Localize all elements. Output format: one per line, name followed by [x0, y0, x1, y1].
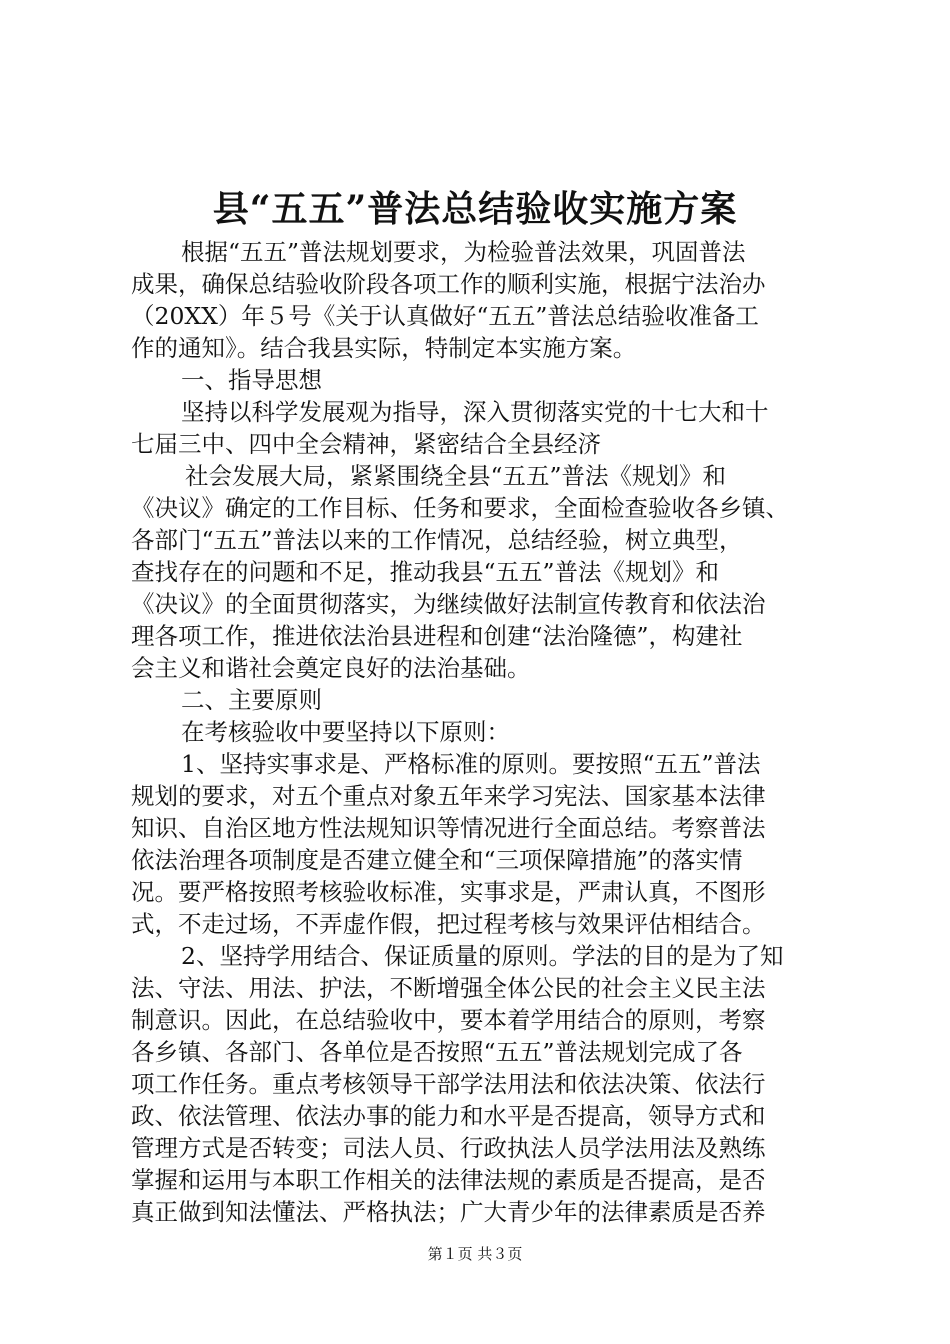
paragraph-line: 《决议》的全面贯彻落实，为继续做好法制宣传教育和依法治 [131, 590, 766, 618]
paragraph-line: 2、坚持学用结合、保证质量的原则。学法的目的是为了知 [181, 942, 784, 970]
document-body [131, 236, 831, 1228]
paragraph-line: 会主义和谐社会奠定良好的法治基础。 [131, 654, 531, 682]
section-heading: 一、指导思想 [181, 366, 322, 394]
paragraph-line: 在考核验收中要坚持以下原则： [181, 718, 510, 746]
paragraph-line: 式，不走过场，不弄虚作假，把过程考核与效果评估相结合。 [131, 910, 766, 938]
paragraph-line: 成果，确保总结验收阶段各项工作的顺利实施，根据宁法治办 [131, 270, 766, 298]
paragraph-line: 《决议》确定的工作目标、任务和要求，全面检查验收各乡镇、 [131, 494, 789, 522]
document-title: 县“五五”普法总结验收实施方案 [212, 188, 738, 230]
paragraph-line: 各部门“五五”普法以来的工作情况，总结经验，树立典型， [131, 526, 743, 554]
paragraph-line: 制意识。因此，在总结验收中，要本着学用结合的原则，考察 [131, 1006, 766, 1034]
paragraph-line: 政、依法管理、依法办事的能力和水平是否提高，领导方式和 [131, 1102, 766, 1130]
paragraph-line: 作的通知》。结合我县实际，特制定本实施方案。 [131, 334, 637, 362]
paragraph-line: 根据“五五”普法规划要求，为检验普法效果，巩固普法 [181, 238, 746, 266]
paragraph-line: 管理方式是否转变；司法人员、行政执法人员学法用法及熟练 [131, 1134, 766, 1162]
paragraph-line: 知识、自治区地方性法规知识等情况进行全面总结。考察普法 [131, 814, 766, 842]
paragraph-line: 查找存在的问题和不足，推动我县“五五”普法《规划》和 [131, 558, 720, 586]
paragraph-line: （20XX）年５号《关于认真做好“五五”普法总结验收准备工 [131, 302, 759, 330]
paragraph-line: 坚持以科学发展观为指导，深入贯彻落实党的十七大和十 [181, 398, 769, 426]
paragraph-line: 真正做到知法懂法、严格执法；广大青少年的法律素质是否养 [131, 1198, 766, 1226]
paragraph-line: 依法治理各项制度是否建立健全和“三项保障措施”的落实情 [131, 846, 743, 874]
paragraph-line: 理各项工作，推进依法治县进程和创建“法治隆德”，构建社 [131, 622, 743, 650]
section-heading: 二、主要原则 [181, 686, 322, 714]
paragraph-line: 掌握和运用与本职工作相关的法律法规的素质是否提高，是否 [131, 1166, 766, 1194]
paragraph-line: 七届三中、四中全会精神，紧密结合全县经济 [131, 430, 601, 458]
paragraph-line: 项工作任务。重点考核领导干部学法用法和依法决策、依法行 [131, 1070, 766, 1098]
paragraph-line: 法、守法、用法、护法，不断增强全体公民的社会主义民主法 [131, 974, 766, 1002]
page-footer: 第１页 共３页 [427, 1245, 523, 1263]
paragraph-line: 1、坚持实事求是、严格标准的原则。要按照“五五”普法 [181, 750, 761, 778]
paragraph-line: 社会发展大局，紧紧围绕全县“五五”普法《规划》和 [185, 462, 727, 490]
paragraph-line: 况。要严格按照考核验收标准，实事求是，严肃认真，不图形 [131, 878, 766, 906]
paragraph-line: 各乡镇、各部门、各单位是否按照“五五”普法规划完成了各 [131, 1038, 743, 1066]
paragraph-line: 规划的要求，对五个重点对象五年来学习宪法、国家基本法律 [131, 782, 766, 810]
